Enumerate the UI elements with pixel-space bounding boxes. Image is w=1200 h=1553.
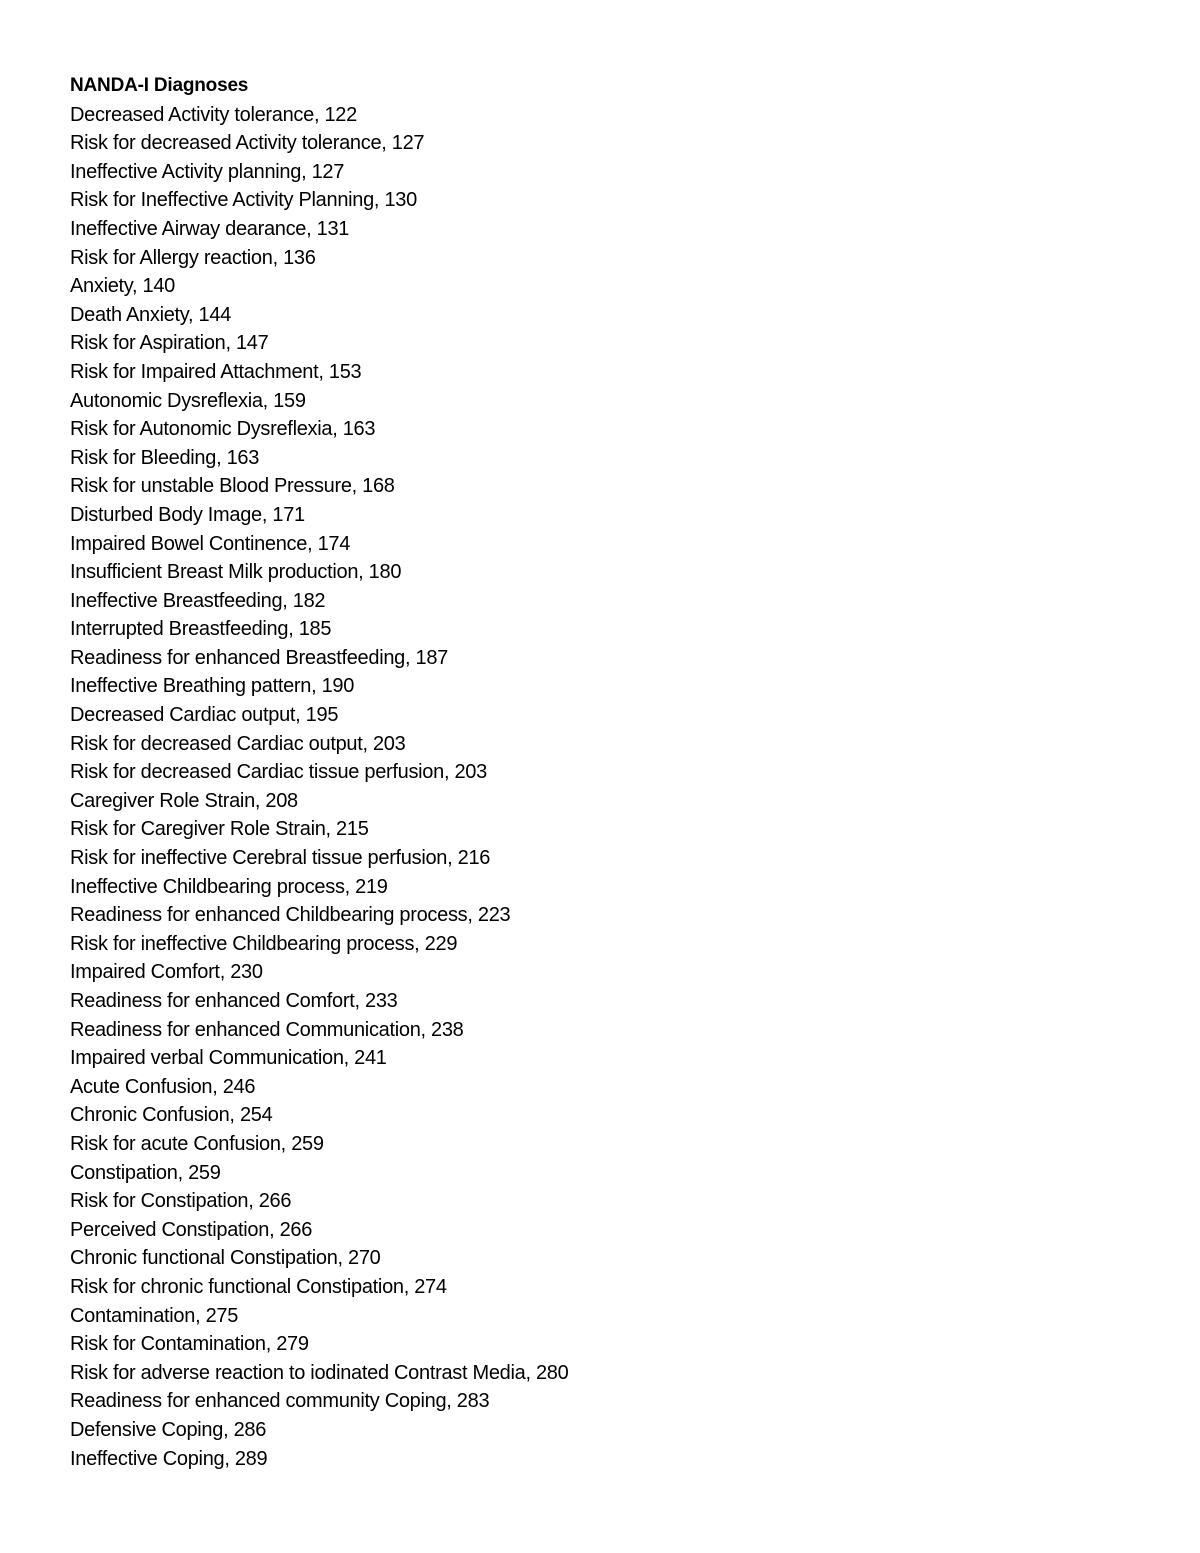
diagnosis-entry: Impaired Comfort, 230 [70, 961, 263, 984]
diagnosis-entry: Ineffective Childbearing process, 219 [70, 875, 388, 898]
diagnosis-entry: Risk for Ineffective Activity Planning, 130 [70, 189, 417, 212]
document-content [70, 72, 1150, 1473]
diagnosis-entry: Readiness for enhanced Comfort, 233 [70, 990, 398, 1012]
diagnosis-entry: Risk for Impaired Attachment, 153 [70, 360, 362, 383]
document-heading: NANDA-I Diagnoses [70, 75, 249, 96]
diagnosis-entry: Perceived Constipation, 266 [70, 1218, 313, 1241]
diagnosis-entry: Decreased Activity tolerance, 122 [70, 103, 357, 126]
diagnosis-entry: Risk for ineffective Childbearing process, 229 [70, 932, 458, 955]
diagnosis-entry: Risk for chronic functional Constipation, 274 [70, 1275, 447, 1298]
diagnosis-entry: Risk for Aspiration, 147 [70, 332, 269, 355]
diagnosis-entry: Risk for Autonomic Dysreflexia, 163 [70, 418, 376, 441]
diagnosis-entry: Ineffective Activity planning, 127 [70, 160, 345, 183]
diagnosis-entry: Anxiety, 140 [70, 275, 175, 298]
diagnosis-entry: Ineffective Coping, 289 [70, 1447, 268, 1470]
diagnosis-entry: Risk for acute Confusion, 259 [70, 1132, 324, 1155]
diagnosis-entry: Impaired Bowel Continence, 174 [70, 532, 351, 555]
diagnosis-list [70, 101, 1150, 1474]
diagnosis-entry: Ineffective Breastfeeding, 182 [70, 589, 326, 612]
diagnosis-entry: Risk for decreased Activity tolerance, 127 [70, 132, 425, 155]
diagnosis-entry: Risk for decreased Cardiac tissue perfusion, 203 [70, 761, 487, 784]
diagnosis-entry: Constipation, 259 [70, 1161, 221, 1184]
diagnosis-entry: Defensive Coping, 286 [70, 1418, 267, 1441]
diagnosis-entry: Caregiver Role Strain, 208 [70, 789, 298, 812]
diagnosis-entry: Risk for decreased Cardiac output, 203 [70, 732, 406, 755]
diagnosis-entry: Decreased Cardiac output, 195 [70, 704, 339, 727]
diagnosis-entry: Risk for Allergy reaction, 136 [70, 246, 316, 269]
diagnosis-entry: Insufficient Breast Milk production, 180 [70, 561, 402, 584]
diagnosis-entry: Risk for ineffective Cerebral tissue perfusion, 216 [70, 847, 491, 870]
diagnosis-entry: Risk for Constipation, 266 [70, 1190, 292, 1213]
diagnosis-entry: Ineffective Airway dearance, 131 [70, 217, 350, 240]
diagnosis-entry: Risk for Caregiver Role Strain, 215 [70, 818, 369, 841]
diagnosis-entry: Death Anxiety, 144 [70, 303, 232, 326]
diagnosis-entry: Readiness for enhanced Breastfeeding, 187 [70, 646, 448, 669]
diagnosis-entry: Disturbed Body Image, 171 [70, 503, 305, 526]
diagnosis-entry: Acute Confusion, 246 [70, 1075, 256, 1098]
diagnosis-entry: Readiness for enhanced community Coping, 283 [70, 1390, 490, 1413]
diagnosis-entry: Risk for Bleeding, 163 [70, 446, 260, 469]
diagnosis-entry: Chronic Confusion, 254 [70, 1104, 273, 1127]
diagnosis-entry: Ineffective Breathing pattern, 190 [70, 675, 355, 698]
diagnosis-entry: Impaired verbal Communication, 241 [70, 1047, 387, 1070]
diagnosis-entry: Contamination, 275 [70, 1304, 239, 1327]
diagnosis-entry: Risk for adverse reaction to iodinated Contrast Media, 280 [70, 1361, 569, 1384]
diagnosis-entry: Readiness for enhanced Communication, 238 [70, 1018, 464, 1041]
diagnosis-entry: Interrupted Breastfeeding, 185 [70, 618, 332, 641]
diagnosis-entry: Risk for Contamination, 279 [70, 1333, 309, 1356]
diagnosis-entry: Autonomic Dysreflexia, 159 [70, 389, 306, 412]
diagnosis-entry: Chronic functional Constipation, 270 [70, 1247, 381, 1270]
diagnosis-entry: Readiness for enhanced Childbearing process, 223 [70, 904, 511, 927]
diagnosis-entry: Risk for unstable Blood Pressure, 168 [70, 475, 395, 498]
